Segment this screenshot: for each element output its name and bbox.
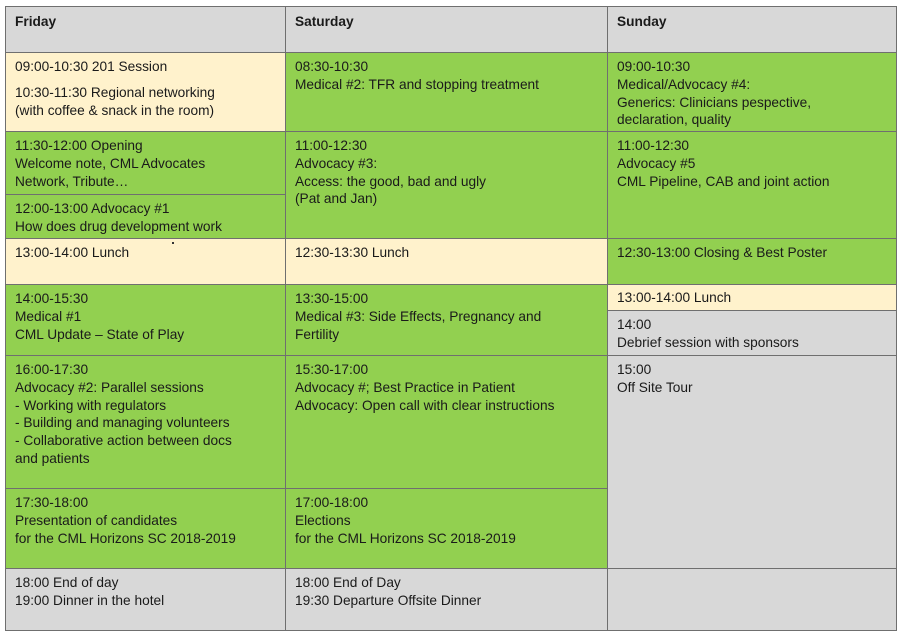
sunday-tour-time: 15:00	[617, 362, 652, 377]
friday-opening	[5, 131, 286, 195]
friday-candidates-title: Presentation of candidates	[15, 512, 178, 528]
friday-advocacy2	[5, 355, 286, 489]
friday-advocacy2-title: Advocacy #2: Parallel sessions	[15, 379, 204, 395]
saturday-best-practice-title: Advocacy #; Best Practice in Patient	[295, 379, 515, 395]
sunday-medical-advocacy4	[607, 52, 897, 132]
saturday-advocacy3-time: 11:00-12:30	[295, 138, 368, 153]
saturday-end-line1: 18:00 End of Day	[295, 575, 401, 590]
sunday-tour	[607, 355, 897, 569]
friday-networking-line2: (with coffee & snack in the room)	[15, 102, 215, 118]
sunday-advocacy5-time: 11:00-12:30	[617, 138, 690, 153]
header-sunday-label: Sunday	[617, 14, 667, 29]
sunday-ma4-topic: Generics: Clinicians pespective,	[617, 94, 811, 110]
header-sunday	[607, 6, 897, 53]
friday-candidates-detail: for the CML Horizons SC 2018-2019	[15, 530, 236, 546]
sunday-closing	[607, 238, 897, 285]
friday-medical1-title: Medical #1	[15, 308, 82, 324]
friday-opening-line3: Network, Tribute…	[15, 173, 129, 189]
sunday-tour-title: Off Site Tour	[617, 379, 693, 395]
friday-medical1-time: 14:00-15:30	[15, 291, 89, 306]
saturday-elections-time: 17:00-18:00	[295, 495, 369, 510]
saturday-end	[285, 568, 608, 631]
sunday-ma4-topic-cont: declaration, quality	[617, 112, 732, 128]
friday-201-session: 09:00-10:30 201 Session	[15, 59, 168, 74]
sunday-debrief-time: 14:00	[617, 317, 652, 332]
friday-end-line1: 18:00 End of day	[15, 575, 119, 590]
friday-advocacy1-topic: How does drug development work	[15, 218, 222, 234]
saturday-lunch-label: 12:30-13:30 Lunch	[295, 245, 410, 260]
friday-networking-line1: 10:30-11:30 Regional networking	[15, 84, 215, 100]
sunday-advocacy5-title: Advocacy #5	[617, 155, 696, 171]
sunday-closing-label: 12:30-13:00 Closing & Best Poster	[617, 245, 827, 260]
saturday-advocacy3-speakers: (Pat and Jan)	[295, 191, 378, 207]
saturday-best-practice-time: 15:30-17:00	[295, 362, 369, 377]
saturday-medical3-time: 13:30-15:00	[295, 291, 369, 306]
header-friday	[5, 6, 286, 53]
stray-mark	[172, 242, 174, 244]
friday-morning-sessions	[5, 52, 286, 132]
saturday-best-practice	[285, 355, 608, 489]
sunday-ma4-title: Medical/Advocacy #4:	[617, 76, 751, 92]
saturday-medical3-topic: Medical #3: Side Effects, Pregnancy and	[295, 308, 542, 324]
saturday-elections-title: Elections	[295, 512, 351, 528]
friday-advocacy2-item3-cont: and patients	[15, 450, 90, 466]
saturday-lunch	[285, 238, 608, 285]
header-friday-label: Friday	[15, 14, 57, 29]
friday-advocacy2-item2: - Building and managing volunteers	[15, 415, 230, 431]
saturday-medical3-topic-cont: Fertility	[295, 326, 340, 342]
friday-medical1-topic: CML Update – State of Play	[15, 326, 185, 342]
friday-advocacy2-time: 16:00-17:30	[15, 362, 89, 377]
header-saturday-label: Saturday	[295, 14, 354, 29]
friday-lunch	[5, 238, 286, 285]
friday-lunch-label: 13:00-14:00 Lunch	[15, 245, 130, 260]
sunday-end-empty	[607, 568, 897, 631]
friday-advocacy2-item3: - Collaborative action between docs	[15, 433, 232, 449]
friday-candidates	[5, 488, 286, 569]
saturday-advocacy3-topic: Access: the good, bad and ugly	[295, 173, 486, 189]
sunday-debrief-title: Debrief session with sponsors	[617, 334, 799, 350]
saturday-best-practice-detail: Advocacy: Open call with clear instructions	[295, 397, 555, 413]
sunday-debrief	[607, 310, 897, 356]
friday-end-line2: 19:00 Dinner in the hotel	[15, 592, 165, 608]
friday-advocacy2-item1: - Working with regulators	[15, 397, 167, 413]
saturday-medical2-topic: Medical #2: TFR and stopping treatment	[295, 76, 539, 92]
friday-end	[5, 568, 286, 631]
saturday-advocacy3	[285, 131, 608, 239]
saturday-advocacy3-title: Advocacy #3:	[295, 155, 378, 171]
friday-medical1	[5, 284, 286, 356]
sunday-advocacy5-topic: CML Pipeline, CAB and joint action	[617, 173, 830, 189]
friday-opening-time: 11:30-12:00 Opening	[15, 138, 143, 153]
saturday-medical2-time: 08:30-10:30	[295, 59, 369, 74]
sunday-advocacy5	[607, 131, 897, 239]
saturday-elections-detail: for the CML Horizons SC 2018-2019	[295, 530, 516, 546]
friday-advocacy1	[5, 194, 286, 239]
friday-advocacy1-time: 12:00-13:00 Advocacy #1	[15, 201, 170, 216]
sunday-lunch	[607, 284, 897, 311]
friday-candidates-time: 17:30-18:00	[15, 495, 89, 510]
sunday-ma4-time: 09:00-10:30	[617, 59, 691, 74]
header-saturday	[285, 6, 608, 53]
saturday-medical2	[285, 52, 608, 132]
saturday-medical3	[285, 284, 608, 356]
saturday-elections	[285, 488, 608, 569]
friday-opening-line2: Welcome note, CML Advocates	[15, 155, 206, 171]
sunday-lunch-label: 13:00-14:00 Lunch	[617, 290, 732, 305]
saturday-end-line2: 19:30 Departure Offsite Dinner	[295, 592, 482, 608]
